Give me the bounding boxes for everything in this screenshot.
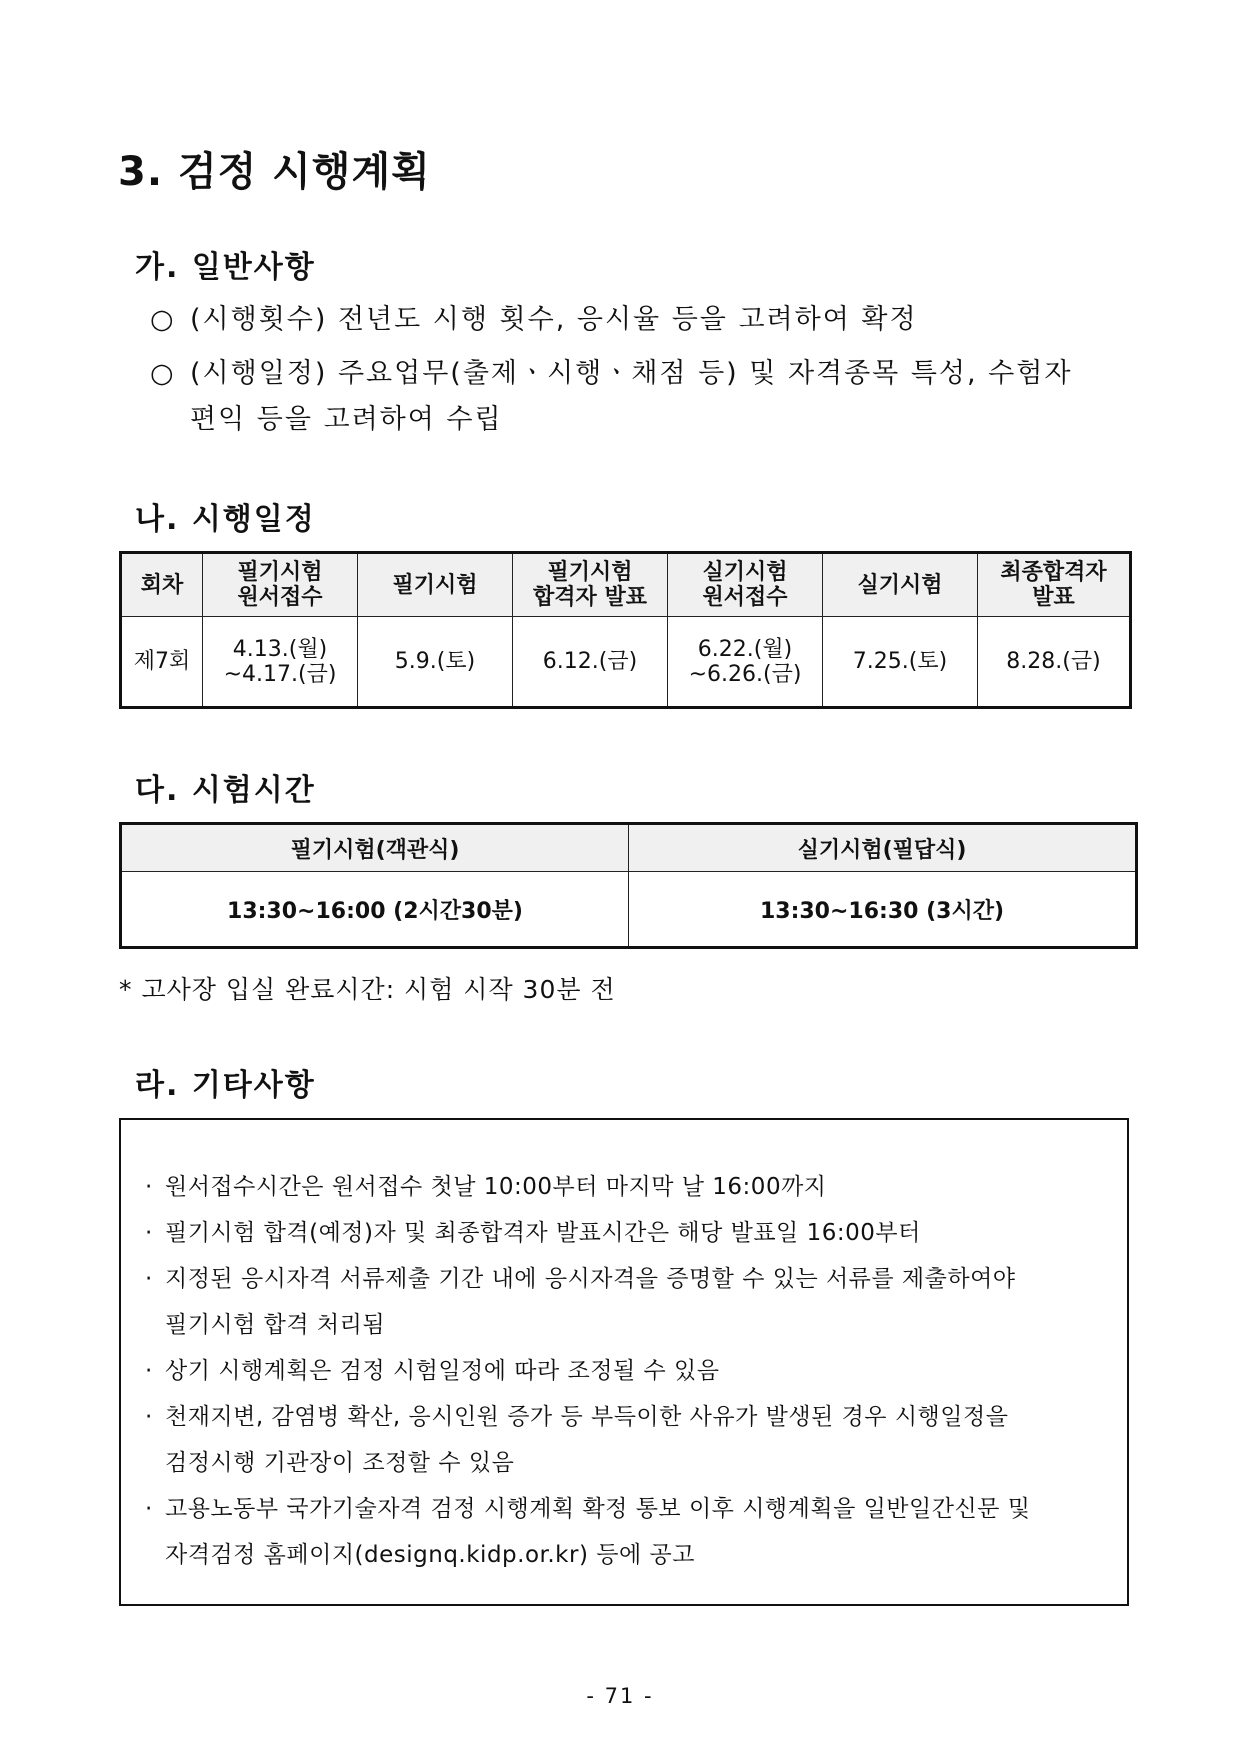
dot-bullet-icon: · (145, 1496, 153, 1522)
schedule-table (119, 551, 1132, 709)
other-item: · 고용노동부 국가기술자격 검정 시행계획 확정 통보 이후 시행계획을 일반일간신문 및 자격검정 홈페이지(designq.kidp.or.kr) 등에 공고 (145, 1486, 1127, 1578)
page-number: - 71 - (586, 1684, 654, 1708)
exam-time-header-cell: 필기시험(객관식) (121, 824, 629, 872)
section-heading-schedule: 나. 시행일정 (135, 502, 316, 537)
section-heading-general: 가. 일반사항 (135, 250, 316, 285)
general-item-text: (시행횟수) 전년도 시행 횟수, 응시율 등을 고려하여 확정 (190, 304, 918, 335)
other-item: · 필기시험 합격(예정)자 및 최종합격자 발표시간은 해당 발표일 16:00부터 (145, 1210, 1127, 1256)
dot-bullet-icon: · (145, 1404, 153, 1430)
schedule-cell: 제7회 (121, 617, 203, 708)
schedule-cell: 8.28.(금) (978, 617, 1131, 708)
dot-bullet-icon: · (145, 1266, 153, 1292)
general-item-text: (시행일정) 주요업무(출제ㆍ시행ㆍ채점 등) 및 자격종목 특성, 수험자 (190, 358, 1073, 389)
general-item-text-cont: 편익 등을 고려하여 수립 (190, 404, 503, 435)
other-list (121, 1120, 1127, 1578)
dot-bullet-icon: · (145, 1174, 153, 1200)
schedule-cell: 6.22.(월) ~6.26.(금) (668, 617, 823, 708)
exam-time-header-cell: 실기시험(필답식) (629, 824, 1137, 872)
section-heading-other: 라. 기타사항 (135, 1068, 316, 1103)
schedule-header-cell: 회차 (121, 553, 203, 617)
exam-time-header-row (121, 824, 1137, 872)
circle-bullet-icon: ○ (150, 358, 176, 389)
other-item: · 지정된 응시자격 서류제출 기간 내에 응시자격을 증명할 수 있는 서류를 제출하여야 필기시험 합격 처리됨 (145, 1256, 1127, 1348)
schedule-header-row (121, 553, 1131, 617)
schedule-header-cell: 실기시험 (823, 553, 978, 617)
general-list (150, 297, 1130, 443)
other-item: · 천재지변, 감염병 확산, 응시인원 증가 등 부득이한 사유가 발생된 경우 시행일정을 검정시행 기관장이 조정할 수 있음 (145, 1394, 1127, 1486)
dot-bullet-icon: · (145, 1358, 153, 1384)
schedule-cell: 5.9.(토) (358, 617, 513, 708)
other-notes-box (119, 1118, 1129, 1606)
schedule-cell: 4.13.(월) ~4.17.(금) (203, 617, 358, 708)
schedule-header-cell: 필기시험 (358, 553, 513, 617)
schedule-cell: 6.12.(금) (513, 617, 668, 708)
schedule-cell: 7.25.(토) (823, 617, 978, 708)
page-title: 3. 검정 시행계획 (118, 149, 431, 195)
schedule-header-cell: 필기시험 합격자 발표 (513, 553, 668, 617)
exam-time-cell: 13:30~16:30 (3시간) (629, 872, 1137, 948)
exam-time-note: * 고사장 입실 완료시간: 시험 시작 30분 전 (119, 975, 616, 1004)
section-heading-exam-time: 다. 시험시간 (135, 773, 316, 808)
exam-time-cell: 13:30~16:00 (2시간30분) (121, 872, 629, 948)
general-item (150, 351, 1130, 443)
schedule-header-cell: 최종합격자 발표 (978, 553, 1131, 617)
schedule-header-cell: 실기시험 원서접수 (668, 553, 823, 617)
circle-bullet-icon: ○ (150, 304, 176, 335)
exam-time-row (121, 872, 1137, 948)
schedule-row (121, 617, 1131, 708)
other-item: · 원서접수시간은 원서접수 첫날 10:00부터 마지막 날 16:00까지 (145, 1164, 1127, 1210)
dot-bullet-icon: · (145, 1220, 153, 1246)
general-item (150, 297, 1130, 343)
schedule-header-cell: 필기시험 원서접수 (203, 553, 358, 617)
exam-time-table (119, 822, 1138, 949)
other-item: · 상기 시행계획은 검정 시험일정에 따라 조정될 수 있음 (145, 1348, 1127, 1394)
